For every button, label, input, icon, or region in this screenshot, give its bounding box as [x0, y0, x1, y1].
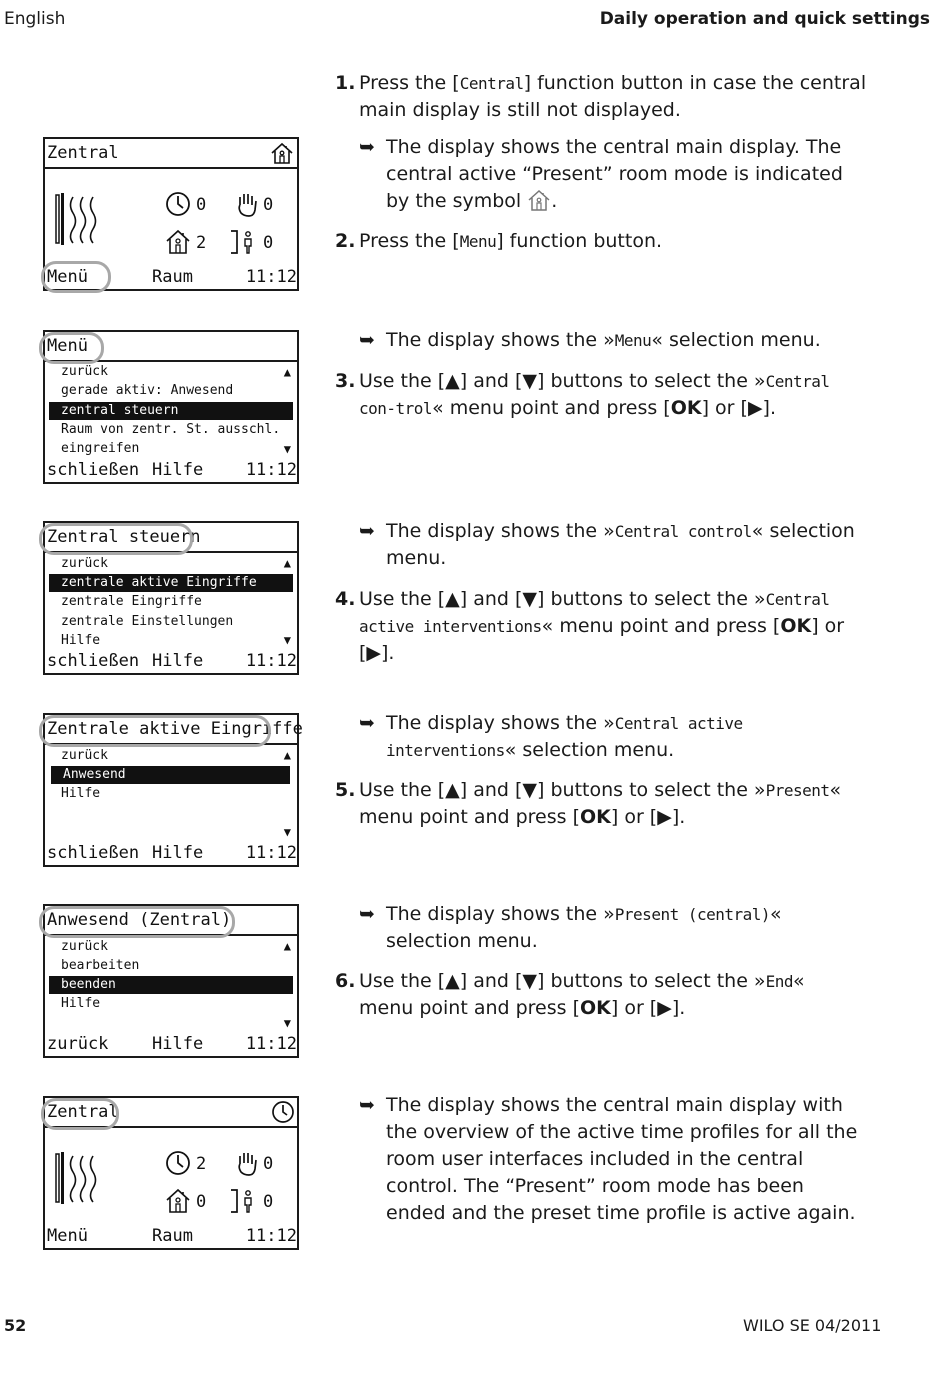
house-person-icon — [165, 228, 191, 254]
clock-time: 11:12 — [245, 1034, 297, 1054]
highlight-ring — [39, 523, 193, 555]
function-name: Menu — [459, 232, 497, 251]
text-part: « menu point and press [ — [359, 970, 805, 1019]
function-name: Central — [459, 74, 524, 93]
menu-item[interactable]: Hilfe — [61, 633, 101, 648]
clock-time: 11:12 — [245, 843, 297, 863]
result-4-text — [386, 710, 866, 764]
menu-name: Present — [765, 781, 830, 800]
softkey-middle[interactable]: Hilfe — [152, 651, 204, 671]
home-count: 0 — [196, 1192, 207, 1212]
softkey-middle[interactable]: Hilfe — [152, 460, 204, 480]
step-number: 1. — [335, 72, 356, 94]
lcd-title: Zentral steuern — [47, 527, 201, 547]
result-arrow-icon: ➥ — [359, 712, 375, 734]
result-arrow-icon: ➥ — [359, 520, 375, 542]
result-6-text: The display shows the central main display with the overview of the active time profiles for all the room user interfaces included in the central control. The “Present” room mode has been ended and the preset time profile is active again. — [386, 1094, 858, 1224]
lcd-screen-present-central — [43, 904, 299, 1058]
result-5-text — [386, 901, 866, 955]
door-count: 0 — [263, 1192, 274, 1212]
text-part: ] function button in case the central main display is still not displayed. — [359, 72, 867, 121]
text-part: ] or [▶]. — [610, 997, 686, 1019]
softkey-middle[interactable]: Hilfe — [152, 843, 204, 863]
scroll-down-icon: ▼ — [283, 1016, 291, 1030]
text-part: « menu point and press [ — [432, 397, 671, 419]
timer-count: 0 — [196, 195, 207, 215]
clock-time: 11:12 — [245, 1226, 297, 1246]
ok-key: OK — [580, 997, 611, 1019]
manual-count: 0 — [263, 195, 274, 215]
lcd-screen-active-interventions — [43, 713, 303, 867]
house-person-icon — [527, 189, 551, 211]
text-part: « selection menu. — [386, 520, 855, 569]
home-count: 2 — [196, 233, 207, 253]
scroll-down-icon: ▼ — [283, 825, 291, 839]
softkey-left[interactable]: schließen — [47, 651, 140, 671]
clock-icon — [165, 191, 191, 217]
scroll-up-icon: ▲ — [283, 939, 291, 953]
menu-name: Central con-trol — [359, 372, 830, 418]
text-part: Use the [▲] and [▼] buttons to select the » — [359, 588, 766, 610]
hand-icon — [235, 191, 259, 217]
menu-item-selected[interactable]: beenden — [49, 976, 293, 994]
door-count: 0 — [263, 233, 274, 253]
text-part: « selection menu. — [386, 903, 782, 952]
lcd-screen-central-ended — [43, 1096, 299, 1250]
step-6-text — [359, 968, 864, 1022]
text-part: The display shows the central main display. The central active “Present” room mode is indicated by the symbol — [386, 136, 843, 212]
radiator-heat-icon — [53, 1150, 109, 1206]
softkey-left[interactable]: Menü — [47, 267, 88, 287]
step-number: 2. — [335, 230, 356, 252]
publisher: WILO SE 04/2011 — [743, 1316, 882, 1335]
ok-key: OK — [670, 397, 702, 419]
lcd-screen-menu — [43, 330, 299, 484]
result-1-text — [386, 134, 866, 215]
manual-count: 0 — [263, 1154, 274, 1174]
menu-item[interactable]: zentrale Einstellungen — [61, 614, 234, 629]
clock-time: 11:12 — [245, 651, 297, 671]
result-arrow-icon: ➥ — [359, 329, 375, 351]
step-1-text — [359, 70, 869, 124]
text-part: ] function button. — [496, 230, 663, 252]
menu-item[interactable]: gerade aktiv: Anwesend — [61, 383, 234, 398]
header-section: Daily operation and quick settings — [599, 9, 930, 29]
result-2-text — [386, 327, 866, 354]
header-language: English — [4, 9, 66, 29]
menu-item[interactable]: zentrale Eingriffe — [61, 594, 202, 609]
menu-item[interactable]: bearbeiten — [61, 958, 140, 973]
menu-item-selected[interactable]: Anwesend — [51, 766, 290, 784]
ok-key: OK — [580, 806, 611, 828]
scroll-up-icon: ▲ — [283, 748, 291, 762]
scroll-up-icon: ▲ — [283, 365, 291, 379]
menu-item-selected[interactable]: zentral steuern — [49, 402, 293, 420]
menu-item[interactable]: zurück — [61, 939, 108, 954]
scroll-down-icon: ▼ — [283, 442, 291, 456]
lcd-title: Zentral — [47, 1102, 119, 1122]
menu-name: Present (central) — [614, 905, 771, 924]
menu-name: Central active interventions — [359, 590, 830, 636]
clock-time: 11:12 — [245, 460, 297, 480]
text-part: . — [551, 190, 558, 212]
text-part: « selection menu. — [504, 739, 675, 761]
clock-icon — [165, 1150, 191, 1176]
lcd-title: Zentrale aktive Eingriffe — [47, 719, 303, 739]
menu-item[interactable]: Hilfe — [61, 786, 101, 801]
text-part: ] or [▶]. — [610, 806, 686, 828]
menu-item[interactable]: eingreifen — [61, 441, 140, 456]
clock-icon — [271, 1100, 295, 1124]
text-part: Press the [ — [359, 72, 460, 94]
page-number: 52 — [4, 1316, 27, 1335]
result-3-text — [386, 518, 866, 572]
menu-item-selected[interactable]: zentrale aktive Eingriffe — [49, 574, 293, 592]
text-part: « selection menu. — [651, 329, 821, 351]
softkey-left[interactable]: Menü — [47, 1226, 88, 1246]
highlight-ring — [39, 332, 104, 364]
lcd-title: Zentral — [47, 143, 119, 163]
text-part: The display shows the » — [386, 712, 615, 734]
highlight-ring — [41, 261, 111, 293]
menu-item[interactable]: Hilfe — [61, 996, 101, 1011]
lcd-screen-central — [43, 137, 299, 291]
menu-item[interactable]: zurück — [61, 556, 108, 571]
lcd-title-bar — [45, 139, 297, 169]
result-arrow-icon: ➥ — [359, 1094, 375, 1116]
text-part: Use the [▲] and [▼] buttons to select the » — [359, 970, 766, 992]
ok-key: OK — [780, 615, 812, 637]
door-person-icon — [229, 1187, 259, 1213]
lcd-title: Menü — [47, 336, 88, 356]
step-number: 5. — [335, 779, 356, 801]
text-part: ] or [▶]. — [701, 397, 777, 419]
softkey-middle[interactable]: Raum — [152, 267, 193, 287]
softkey-middle[interactable]: Hilfe — [152, 1034, 204, 1054]
lcd-screen-central-control — [43, 521, 299, 675]
softkey-left[interactable]: zurück — [47, 1034, 109, 1054]
text-part: Use the [▲] and [▼] buttons to select the » — [359, 370, 766, 392]
step-number: 6. — [335, 970, 356, 992]
text-part: Press the [ — [359, 230, 460, 252]
text-part: The display shows the » — [386, 329, 615, 351]
step-4-text — [359, 586, 869, 667]
menu-item[interactable]: Raum von zentr. St. ausschl. — [61, 422, 281, 437]
menu-name: Central active interventions — [386, 714, 743, 760]
softkey-middle[interactable]: Raum — [152, 1226, 193, 1246]
hand-icon — [235, 1150, 259, 1176]
house-person-icon — [270, 142, 294, 164]
text-part: The display shows the » — [386, 903, 615, 925]
highlight-ring — [39, 715, 271, 747]
menu-name: Central control — [614, 522, 752, 541]
menu-name: End — [765, 972, 793, 991]
step-number: 3. — [335, 370, 356, 392]
clock-time: 11:12 — [245, 267, 297, 287]
scroll-up-icon: ▲ — [283, 556, 291, 570]
text-part: « menu point and press [ — [359, 779, 842, 828]
text-part: The display shows the » — [386, 520, 615, 542]
house-person-icon — [165, 1187, 191, 1213]
lcd-title: Anwesend (Zentral) — [47, 910, 232, 930]
text-part: « menu point and press [ — [541, 615, 781, 637]
text-part: ] or [▶]. — [359, 615, 845, 664]
text-part: Use the [▲] and [▼] buttons to select the » — [359, 779, 766, 801]
step-2-text — [359, 228, 869, 255]
menu-item[interactable]: zurück — [61, 748, 108, 763]
softkey-left[interactable]: schließen — [47, 843, 140, 863]
radiator-heat-icon — [53, 191, 109, 247]
menu-name: Menu — [614, 331, 652, 350]
highlight-ring — [39, 906, 235, 938]
door-person-icon — [229, 228, 259, 254]
menu-item[interactable]: zurück — [61, 364, 108, 379]
scroll-down-icon: ▼ — [283, 633, 291, 647]
timer-count: 2 — [196, 1154, 207, 1174]
step-3-text — [359, 368, 864, 422]
softkey-left[interactable]: schließen — [47, 460, 140, 480]
result-arrow-icon: ➥ — [359, 903, 375, 925]
step-5-text — [359, 777, 864, 831]
result-arrow-icon: ➥ — [359, 136, 375, 158]
highlight-ring — [41, 1098, 119, 1130]
step-number: 4. — [335, 588, 356, 610]
